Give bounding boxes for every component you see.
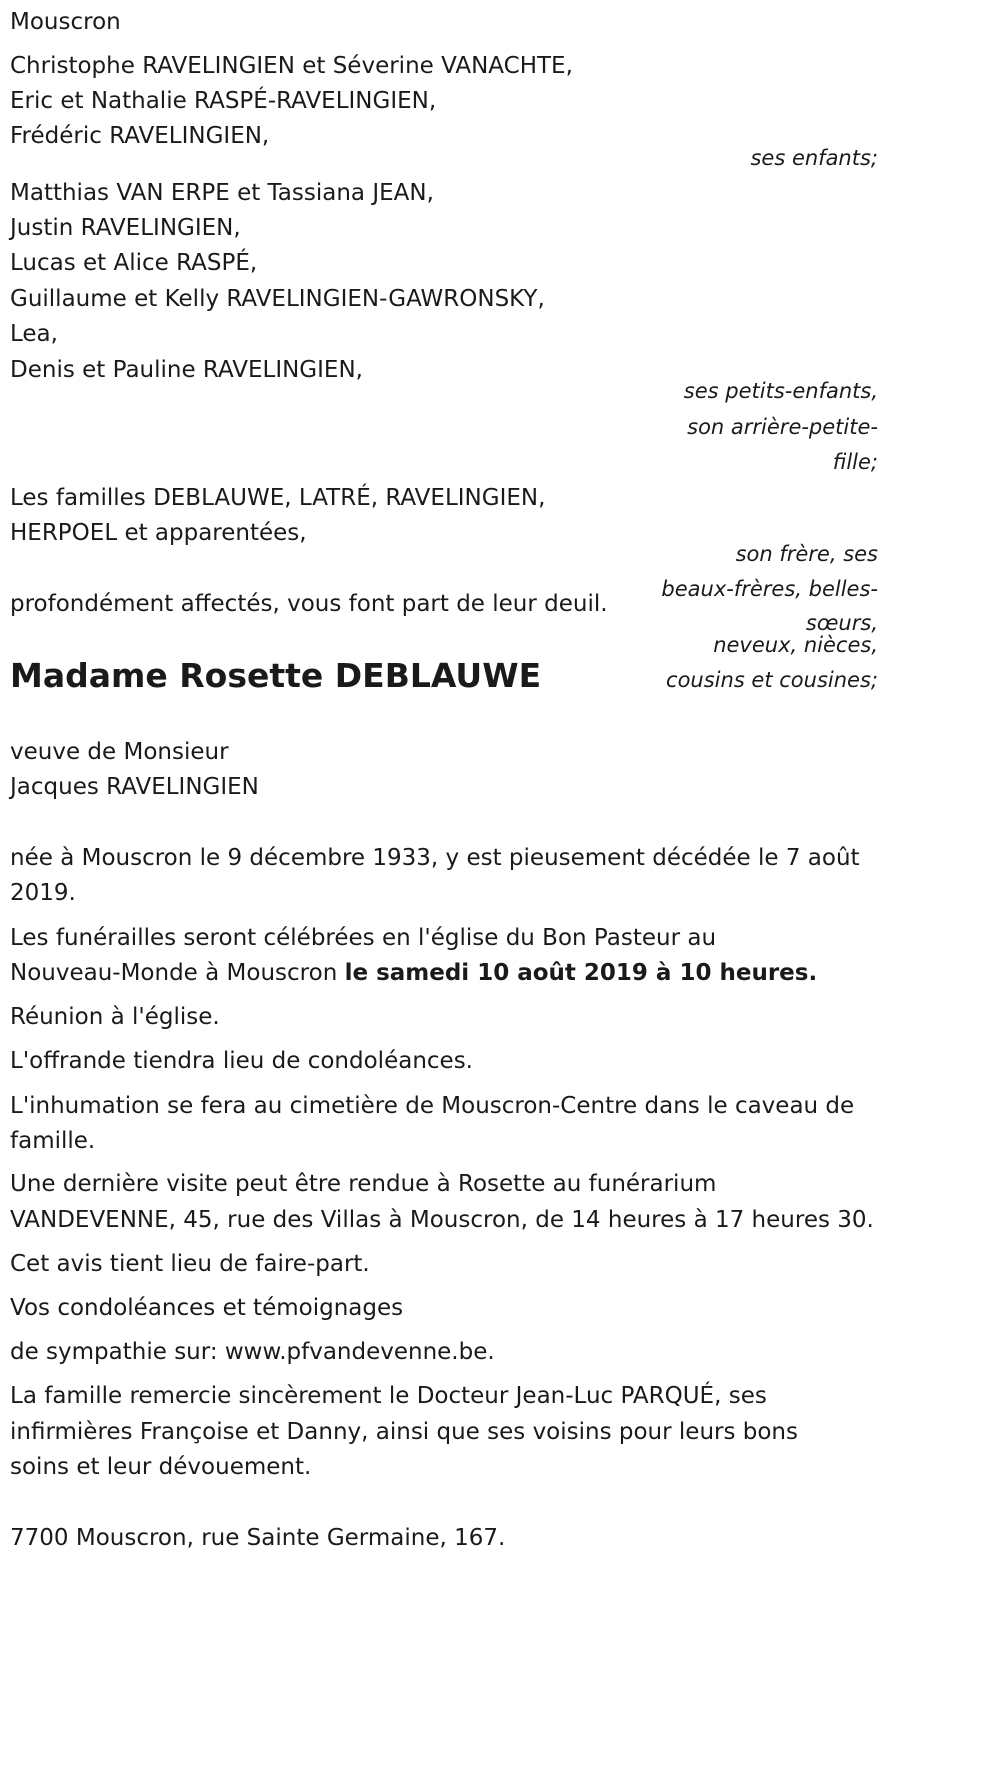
offering: L'offrande tiendra lieu de condoléances. xyxy=(10,1048,473,1074)
birth-line-1: née à Mouscron le 9 décembre 1933, y est pieusement décédée le 7 août xyxy=(10,845,860,871)
grandchildren-role-1: ses petits-enfants, xyxy=(683,379,878,403)
grandchildren-role-2: son arrière-petite- xyxy=(687,415,878,439)
families-role-5: cousins et cousines; xyxy=(666,668,878,692)
families-role-4: neveux, nièces, xyxy=(713,633,878,657)
grandchild-line-1: Matthias VAN ERPE et Tassiana JEAN, xyxy=(10,180,434,206)
funeral-line-1: Les funérailles seront célébrées en l'église du Bon Pasteur au xyxy=(10,925,717,951)
families-role-1: son frère, ses xyxy=(735,542,878,566)
families-line-1: Les familles DEBLAUWE, LATRÉ, RAVELINGIEN, xyxy=(10,485,546,511)
address: 7700 Mouscron, rue Sainte Germaine, 167. xyxy=(10,1525,506,1551)
families-line-2: HERPOEL et apparentées, xyxy=(10,520,307,546)
families-role-3: sœurs, xyxy=(805,611,878,635)
grandchild-line-4: Guillaume et Kelly RAVELINGIEN-GAWRONSKY, xyxy=(10,286,545,312)
thanks-line-1: La famille remercie sincèrement le Docteur Jean-Luc PARQUÉ, ses xyxy=(10,1383,767,1409)
funeral-line-2 xyxy=(10,955,817,991)
grandchild-line-5: Lea, xyxy=(10,321,58,347)
grandchild-line-2: Justin RAVELINGIEN, xyxy=(10,215,241,241)
child-line-3: Frédéric RAVELINGIEN, xyxy=(10,123,270,149)
families-role-2: beaux-frères, belles- xyxy=(661,577,878,601)
announcement: profondément affectés, vous font part de leur deuil. xyxy=(10,591,608,617)
widow-line-1: veuve de Monsieur xyxy=(10,739,229,765)
visit-line-2: VANDEVENNE, 45, rue des Villas à Mouscron, de 14 heures à 17 heures 30. xyxy=(10,1207,874,1233)
funeral-date: le samedi 10 août 2019 à 10 heures. xyxy=(344,960,818,986)
birth-line-2: 2019. xyxy=(10,880,76,906)
children-role: ses enfants; xyxy=(750,146,878,170)
deceased-name: Madame Rosette DEBLAUWE xyxy=(10,656,542,695)
child-line-2: Eric et Nathalie RASPÉ-RAVELINGIEN, xyxy=(10,88,437,114)
grandchildren-role-3: fille; xyxy=(832,450,878,474)
widow-line-2: Jacques RAVELINGIEN xyxy=(10,774,259,800)
grandchild-line-3: Lucas et Alice RASPÉ, xyxy=(10,250,258,276)
burial-line-1: L'inhumation se fera au cimetière de Mouscron-Centre dans le caveau de xyxy=(10,1093,855,1119)
meeting: Réunion à l'église. xyxy=(10,1004,220,1030)
grandchild-line-6: Denis et Pauline RAVELINGIEN, xyxy=(10,357,363,383)
visit-line-1: Une dernière visite peut être rendue à Rosette au funérarium xyxy=(10,1171,717,1197)
burial-line-2: famille. xyxy=(10,1128,96,1154)
city: Mouscron xyxy=(10,9,121,35)
condolences-line-1: Vos condoléances et témoignages xyxy=(10,1295,404,1321)
child-line-1: Christophe RAVELINGIEN et Séverine VANACHTE, xyxy=(10,53,573,79)
condolences-line-2: de sympathie sur: www.pfvandevenne.be. xyxy=(10,1339,495,1365)
funeral-place: Nouveau-Monde à Mouscron xyxy=(10,960,345,986)
notice: Cet avis tient lieu de faire-part. xyxy=(10,1251,370,1277)
thanks-line-2: infirmières Françoise et Danny, ainsi que ses voisins pour leurs bons xyxy=(10,1419,798,1445)
thanks-line-3: soins et leur dévouement. xyxy=(10,1454,312,1480)
